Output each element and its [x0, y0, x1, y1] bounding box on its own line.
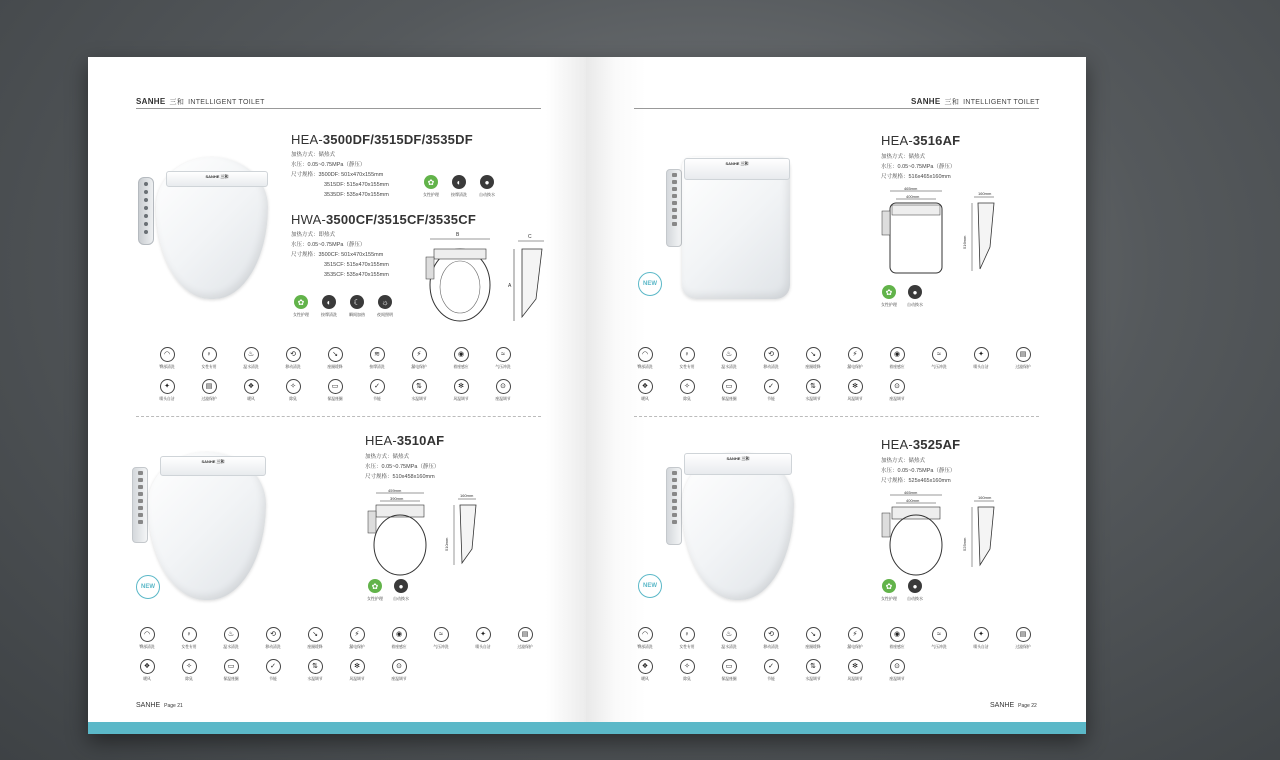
feature-icon: ✓ 节能 [750, 659, 792, 682]
deodorize-icon: ✧ [680, 659, 695, 674]
dimension-diagram [418, 229, 558, 329]
feature-icon: ◠ 臀部清洗 [624, 347, 666, 370]
feature-icon: ♨ 温水清洗 [708, 347, 750, 370]
spec-line: 尺寸规格：3500CF: 501x470x155mm [291, 252, 384, 258]
header-rule [136, 108, 541, 109]
warm-air-icon: ❖ [638, 659, 653, 674]
warm-air-icon: ❖ [140, 659, 155, 674]
feature-label: 女性护理 [423, 192, 439, 197]
nozzle-clean-icon: ✦ [160, 379, 175, 394]
rear-wash-icon: ◠ [160, 347, 175, 362]
feature-icon: ◉ 着座感应 [378, 627, 420, 650]
page-footer [990, 702, 1037, 709]
spec-line: 水压：0.05~0.75MPa（静压） [881, 164, 956, 170]
feature-icon: ≈ 气压冲洗 [918, 627, 960, 650]
feature-icon: ≈ 气压冲洗 [918, 347, 960, 370]
feature-badge [368, 295, 402, 318]
rear-wash-icon: ◠ [638, 627, 653, 642]
air-wash-icon: ≈ [434, 627, 449, 642]
feature-icon: ◉ 着座感应 [876, 347, 918, 370]
massage-wash-icon: ◐ [322, 295, 336, 309]
water-temp-icon: ⇅ [308, 659, 323, 674]
feature-icon: ≈ 气压冲洗 [482, 347, 524, 370]
feature-icon: ❖ 暖风 [126, 659, 168, 682]
water-drop-icon: ● [480, 175, 494, 189]
product-lid [166, 171, 268, 187]
energy-save-icon: ✓ [266, 659, 281, 674]
feature-icon-row [146, 347, 524, 370]
feature-icon: ✧ 除臭 [666, 379, 708, 402]
brand-cn: 三和 [944, 99, 960, 106]
side-panel [132, 467, 148, 543]
female-icon: ♀ [680, 627, 695, 642]
feature-label: 瞬间加热 [349, 312, 365, 317]
dim-label-b: B [456, 232, 460, 238]
feature-icon: ✓ 节能 [252, 659, 294, 682]
seat-temp-icon: ⊙ [890, 659, 905, 674]
deodorize-icon: ✧ [680, 379, 695, 394]
nozzle-clean-icon: ✦ [974, 347, 989, 362]
spec-line: 水压：0.05~0.75MPa（静压） [881, 468, 956, 474]
spec-line: 加热方式：储热式 [881, 458, 926, 464]
model-prefix: HEA- [365, 433, 397, 448]
model-prefix: HWA- [291, 212, 326, 227]
female-care-icon: ✿ [294, 295, 308, 309]
feature-icon: ✻ 风温调节 [834, 659, 876, 682]
feature-icon: ▤ 过滤保护 [504, 627, 546, 650]
dim-w2: 390mm [390, 496, 404, 501]
feature-icon: ♀ 女性专用 [188, 347, 230, 370]
feature-icon: ✦ 喷头自洁 [960, 347, 1002, 370]
seat-sensor-icon: ◉ [890, 627, 905, 642]
feature-badge [898, 285, 932, 308]
spec [881, 456, 955, 486]
dim-label-a: A [508, 283, 512, 289]
water-temp-icon: ⇅ [806, 659, 821, 674]
lid-logo: SANHE 三和 [201, 459, 225, 464]
nozzle-clean-icon: ✦ [974, 627, 989, 642]
brand-cn: 三和 [169, 99, 185, 106]
energy-save-icon: ✓ [764, 659, 779, 674]
feature-icon-row [624, 627, 1044, 650]
seat-heat-icon: ▭ [722, 379, 737, 394]
brand-tagline: INTELLIGENT TOILET [188, 99, 265, 106]
warm-water-icon: ♨ [722, 627, 737, 642]
moving-wash-icon: ⟲ [286, 347, 301, 362]
feature-label: 自动换水 [907, 302, 923, 307]
feature-icon: ◉ 着座感应 [876, 627, 918, 650]
catalog-spread [88, 57, 1086, 734]
water-drop-icon: ● [908, 579, 922, 593]
remote-control [138, 177, 154, 245]
feature-icon: ⇅ 水温调节 [398, 379, 440, 402]
feature-icon: ❖ 暖风 [230, 379, 272, 402]
dim-d: 510mm [444, 537, 449, 551]
massage-wash-icon: ◐ [452, 175, 466, 189]
warm-water-icon: ♨ [722, 347, 737, 362]
model-number: 3510AF [396, 433, 445, 448]
feature-label: 自动换水 [479, 192, 495, 197]
feature-icon: ◠ 臀部清洗 [146, 347, 188, 370]
feature-icon: ⇅ 水温调节 [792, 379, 834, 402]
rear-wash-icon: ◠ [140, 627, 155, 642]
spec-line: 水压：0.05~0.75MPa（静压） [291, 242, 366, 248]
spec-line: 尺寸规格：525x465x160mm [881, 478, 951, 484]
feature-badge [898, 579, 932, 602]
seat-sensor-icon: ◉ [392, 627, 407, 642]
page-header [911, 97, 1040, 107]
female-icon: ♀ [202, 347, 217, 362]
feature-icon: ♨ 温水清洗 [708, 627, 750, 650]
model-number: 3500CF/3515CF/3535CF [325, 212, 476, 227]
rear-wash-icon: ◠ [638, 347, 653, 362]
product-lid [684, 158, 790, 180]
feature-icon: ◠ 臀部清洗 [624, 627, 666, 650]
feature-icon-row [146, 379, 524, 402]
feature-icon: ▭ 保温座圈 [708, 659, 750, 682]
deodorize-icon: ✧ [286, 379, 301, 394]
massage-icon: ≋ [370, 347, 385, 362]
model-title [365, 433, 444, 448]
feature-icon: ⚡ 漏电保护 [336, 627, 378, 650]
filter-icon: ▤ [202, 379, 217, 394]
air-wash-icon: ≈ [932, 347, 947, 362]
feature-icon: ✧ 除臭 [168, 659, 210, 682]
feature-label: 自动换水 [393, 596, 409, 601]
warm-water-icon: ♨ [244, 347, 259, 362]
spec-line: 加热方式：储热式 [291, 152, 336, 158]
spec-line: 加热方式：储热式 [365, 454, 410, 460]
new-badge: NEW [638, 272, 662, 296]
spec-line: 水压：0.05~0.75MPa（静压） [291, 162, 366, 168]
nozzle-clean-icon: ✦ [476, 627, 491, 642]
new-badge: NEW [638, 574, 662, 598]
feature-icon: ❖ 暖风 [624, 659, 666, 682]
spec-line: 3535DF: 535x470x155mm [324, 192, 389, 198]
feature-icon: ⇅ 水温调节 [294, 659, 336, 682]
feature-icon: ♀ 女性专用 [168, 627, 210, 650]
feature-icon: ♀ 女性专用 [666, 627, 708, 650]
feature-icon: ≋ 按摩清洗 [356, 347, 398, 370]
spec-a [291, 150, 389, 200]
feature-label: 自动换水 [907, 596, 923, 601]
dim-w2: 400mm [906, 498, 920, 503]
dim-w1: 459mm [388, 489, 402, 493]
feature-label: 按摩清洗 [321, 312, 337, 317]
feature-icon: ♀ 女性专用 [666, 347, 708, 370]
water-temp-icon: ⇅ [806, 379, 821, 394]
feature-icon: ↘ 座圈缓降 [792, 627, 834, 650]
night-light-icon: ☼ [378, 295, 392, 309]
leak-protect-icon: ⚡ [848, 627, 863, 642]
seat-heat-icon: ▭ [224, 659, 239, 674]
dim-d: 516mm [962, 235, 967, 249]
feature-label: 女性护理 [367, 596, 383, 601]
lid-logo: SANHE 三和 [725, 161, 749, 166]
product-lid [160, 456, 266, 476]
spec-line: 加热方式：储热式 [881, 154, 926, 160]
feature-icon-row [126, 627, 546, 650]
model-title [881, 437, 960, 452]
dim-d: 525mm [962, 537, 967, 551]
leak-protect-icon: ⚡ [848, 347, 863, 362]
dim-label-c: C [528, 234, 532, 240]
air-wash-icon: ≈ [496, 347, 511, 362]
feature-icon: ⊙ 座温调节 [378, 659, 420, 682]
feature-badge [470, 175, 504, 198]
lid-logo: SANHE 三和 [205, 174, 229, 179]
dim-w2: 400mm [906, 194, 920, 199]
lid-logo: SANHE 三和 [726, 456, 750, 461]
feature-icon: ⚡ 漏电保护 [834, 347, 876, 370]
model-prefix: HEA- [881, 133, 913, 148]
water-drop-icon: ● [908, 285, 922, 299]
model-number: 3500DF/3515DF/3535DF [322, 132, 473, 147]
footer-brand: SANHE [990, 702, 1015, 709]
feature-icon: ▭ 保温座圈 [210, 659, 252, 682]
model-title [881, 133, 960, 148]
feature-icon: ▭ 保温座圈 [314, 379, 356, 402]
fan-icon: ✻ [350, 659, 365, 674]
spec-line: 3515CF: 515x470x155mm [324, 262, 389, 268]
female-icon: ♀ [680, 347, 695, 362]
feature-icon: ⟲ 移动清洗 [272, 347, 314, 370]
feature-icon: ⟲ 移动清洗 [750, 347, 792, 370]
filter-icon: ▤ [1016, 627, 1031, 642]
dim-w1: 465mm [904, 187, 918, 191]
feature-icon: ✓ 节能 [356, 379, 398, 402]
side-panel [666, 169, 682, 247]
new-badge: NEW [136, 575, 160, 599]
dim-w1: 465mm [904, 491, 918, 495]
seat-sensor-icon: ◉ [890, 347, 905, 362]
feature-icon: ⟲ 移动清洗 [252, 627, 294, 650]
dimension-diagram [878, 187, 1018, 277]
section-divider [634, 416, 1039, 417]
feature-icon: ↘ 座圈缓降 [314, 347, 356, 370]
water-temp-icon: ⇅ [412, 379, 427, 394]
dimension-diagram [362, 489, 502, 579]
deodorize-icon: ✧ [182, 659, 197, 674]
soft-close-icon: ↘ [806, 347, 821, 362]
feature-label: 女性护理 [881, 596, 897, 601]
brand-name: SANHE [136, 97, 166, 106]
feature-icon: ⇅ 水温调节 [792, 659, 834, 682]
feature-icon: ≈ 气压冲洗 [420, 627, 462, 650]
model-prefix: HEA- [881, 437, 913, 452]
female-icon: ♀ [182, 627, 197, 642]
feature-icon: ❖ 暖风 [624, 379, 666, 402]
leak-protect-icon: ⚡ [350, 627, 365, 642]
header-rule [634, 108, 1039, 109]
moving-wash-icon: ⟲ [764, 347, 779, 362]
spec-line: 尺寸规格：516x465x160mm [881, 174, 951, 180]
feature-icon: ▤ 过滤保护 [1002, 347, 1044, 370]
feature-icon: ✻ 风温调节 [834, 379, 876, 402]
feature-icon: ↘ 座圈缓降 [294, 627, 336, 650]
side-panel [666, 467, 682, 545]
dim-h: 160mm [978, 495, 992, 500]
energy-save-icon: ✓ [370, 379, 385, 394]
dim-h: 160mm [460, 493, 474, 498]
spec-line: 3515DF: 515x470x155mm [324, 182, 389, 188]
fan-icon: ✻ [454, 379, 469, 394]
filter-icon: ▤ [1016, 347, 1031, 362]
spec-line: 尺寸规格：510x458x160mm [365, 474, 435, 480]
feature-badge [384, 579, 418, 602]
feature-icon: ✻ 风温调节 [336, 659, 378, 682]
section-divider [136, 416, 541, 417]
bottom-accent-stripe [88, 722, 1086, 734]
soft-close-icon: ↘ [328, 347, 343, 362]
feature-icon: ▤ 过滤保护 [1002, 627, 1044, 650]
feature-icon: ◠ 臀部清洗 [126, 627, 168, 650]
female-care-icon: ✿ [368, 579, 382, 593]
feature-icon: ✦ 喷头自洁 [960, 627, 1002, 650]
dim-h: 160mm [978, 191, 992, 196]
moving-wash-icon: ⟲ [266, 627, 281, 642]
feature-icon: ⊙ 座温调节 [876, 659, 918, 682]
feature-label: 夜间照明 [377, 312, 393, 317]
feature-icon: ✓ 节能 [750, 379, 792, 402]
feature-icon: ✧ 除臭 [666, 659, 708, 682]
feature-icon: ✻ 风温调节 [440, 379, 482, 402]
spec [365, 452, 439, 482]
moving-wash-icon: ⟲ [764, 627, 779, 642]
page-number: Page 22 [1018, 703, 1037, 709]
spec [881, 152, 955, 182]
feature-icon-row [624, 379, 918, 402]
feature-icon: ♨ 温水清洗 [210, 627, 252, 650]
feature-label: 女性护理 [881, 302, 897, 307]
brand-tagline: INTELLIGENT TOILET [963, 99, 1040, 106]
feature-icon: ▤ 过滤保护 [188, 379, 230, 402]
model-prefix: HEA- [291, 132, 323, 147]
warm-water-icon: ♨ [224, 627, 239, 642]
brand-name: SANHE [911, 97, 941, 106]
spec-b [291, 230, 389, 280]
seat-temp-icon: ⊙ [496, 379, 511, 394]
feature-icon: ◉ 着座感应 [440, 347, 482, 370]
feature-icon: ↘ 座圈缓降 [792, 347, 834, 370]
warm-air-icon: ❖ [638, 379, 653, 394]
footer-brand: SANHE [136, 702, 161, 709]
model-number: 3525AF [912, 437, 961, 452]
female-care-icon: ✿ [424, 175, 438, 189]
right-page [586, 57, 1086, 722]
seat-heat-icon: ▭ [722, 659, 737, 674]
seat-heat-icon: ▭ [328, 379, 343, 394]
energy-save-icon: ✓ [764, 379, 779, 394]
page-header [136, 97, 265, 107]
feature-icon: ♨ 温水清洗 [230, 347, 272, 370]
female-care-icon: ✿ [882, 579, 896, 593]
feature-icon: ⟲ 移动清洗 [750, 627, 792, 650]
seat-temp-icon: ⊙ [890, 379, 905, 394]
filter-icon: ▤ [518, 627, 533, 642]
feature-icon: ⚡ 漏电保护 [398, 347, 440, 370]
feature-icon-row [624, 347, 1044, 370]
feature-icon: ✦ 喷头自洁 [146, 379, 188, 402]
feature-label: 按摩清洗 [451, 192, 467, 197]
instant-heat-icon: ☾ [350, 295, 364, 309]
female-care-icon: ✿ [882, 285, 896, 299]
feature-icon: ⊙ 座温调节 [876, 379, 918, 402]
feature-icon: ✧ 除臭 [272, 379, 314, 402]
model-title-b [291, 212, 476, 227]
page-footer [136, 702, 183, 709]
feature-icon: ▭ 保温座圈 [708, 379, 750, 402]
soft-close-icon: ↘ [308, 627, 323, 642]
dimension-diagram [878, 491, 1018, 581]
soft-close-icon: ↘ [806, 627, 821, 642]
spec-line: 加热方式：即热式 [291, 232, 336, 238]
spec-line: 3535CF: 535x470x155mm [324, 272, 389, 278]
model-title-a [291, 132, 473, 147]
left-page [88, 57, 586, 722]
feature-icon-row [624, 659, 918, 682]
water-drop-icon: ● [394, 579, 408, 593]
spec-line: 水压：0.05~0.75MPa（静压） [365, 464, 440, 470]
feature-icon: ✦ 喷头自洁 [462, 627, 504, 650]
fan-icon: ✻ [848, 379, 863, 394]
feature-icon-row [126, 659, 420, 682]
feature-label: 女性护理 [293, 312, 309, 317]
air-wash-icon: ≈ [932, 627, 947, 642]
product-lid [684, 453, 792, 475]
spec-line: 尺寸规格：3500DF: 501x470x155mm [291, 172, 384, 178]
seat-sensor-icon: ◉ [454, 347, 469, 362]
seat-temp-icon: ⊙ [392, 659, 407, 674]
warm-air-icon: ❖ [244, 379, 259, 394]
feature-icon: ⊙ 座温调节 [482, 379, 524, 402]
fan-icon: ✻ [848, 659, 863, 674]
feature-icon: ⚡ 漏电保护 [834, 627, 876, 650]
model-number: 3516AF [912, 133, 961, 148]
leak-protect-icon: ⚡ [412, 347, 427, 362]
page-number: Page 21 [164, 703, 183, 709]
